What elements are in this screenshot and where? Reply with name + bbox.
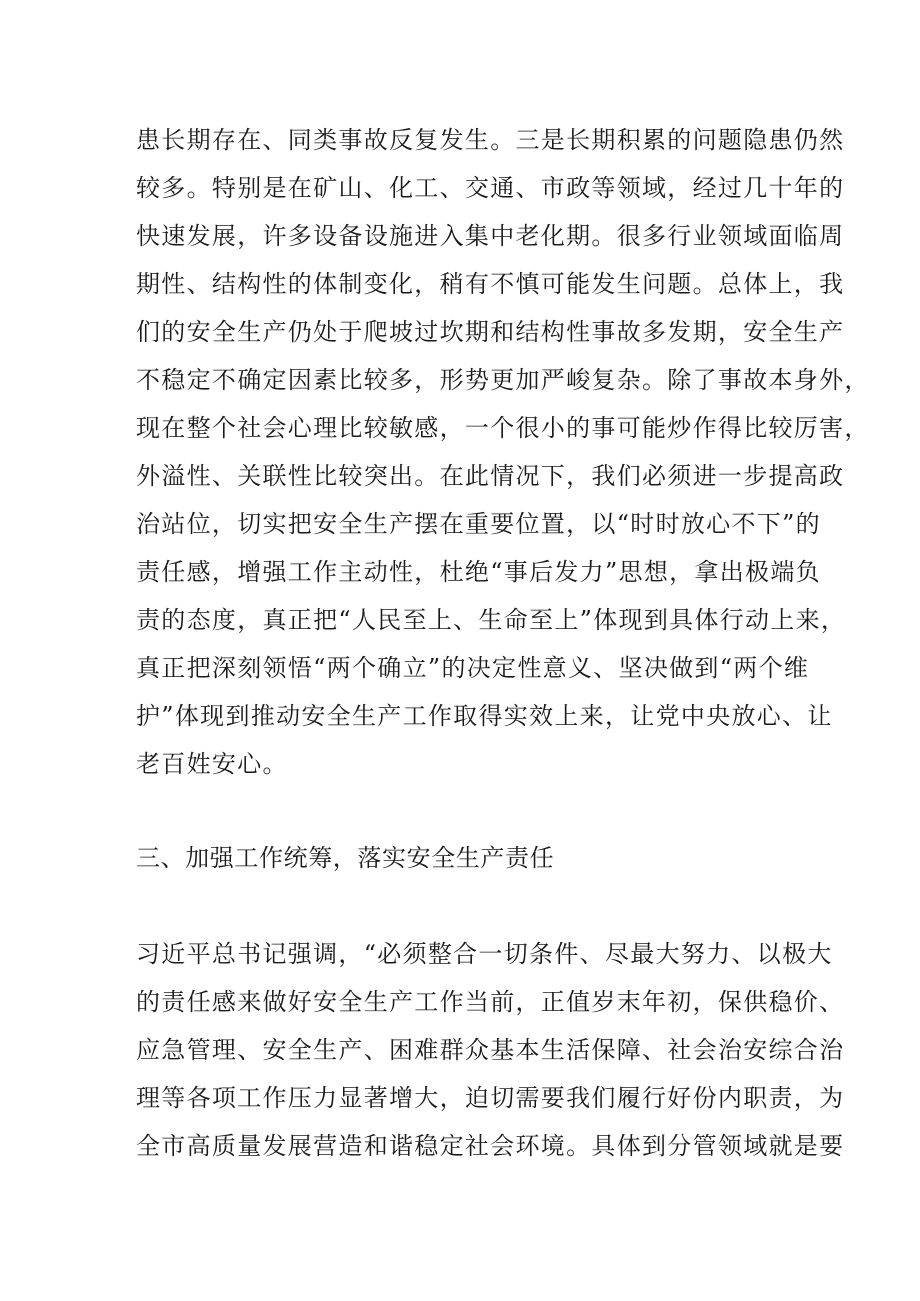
paragraph-2-line: 的责任感来做好安全生产工作当前，正值岁末年初，保供稳价、 (136, 988, 845, 1016)
paragraph-2-line: 理等各项工作压力显著增大，迫切需要我们履行好份内职责，为 (136, 1084, 845, 1112)
paragraph-2-line: 习近平总书记强调，“必须整合一切条件、尽最大努力、以极大 (136, 940, 833, 968)
paragraph-1-line: 治站位，切实把安全生产摆在重要位置，以“时时放心不下”的 (136, 510, 821, 538)
paragraph-1-line: 护”体现到推动安全生产工作取得实效上来，让党中央放心、让 (136, 702, 833, 730)
paragraph-1-line: 责的态度，真正把“人民至上、生命至上”体现到具体行动上来， (136, 606, 847, 634)
paragraph-1-line: 责任感，增强工作主动性，杜绝“事后发力”思想，拿出极端负 (136, 558, 821, 586)
paragraph-1-last-line: 老百姓安心。 (136, 750, 288, 778)
paragraph-1-line: 现在整个社会心理比较敏感，一个很小的事可能炒作得比较厉害， (136, 414, 870, 442)
paragraph-1-line: 真正把深刻领悟“两个确立”的决定性意义、坚决做到“两个维 (136, 654, 810, 682)
paragraph-1-line: 外溢性、关联性比较突出。在此情况下，我们必须进一步提高政 (136, 462, 845, 490)
paragraph-2-line: 全市高质量发展营造和谐稳定社会环境。具体到分管领域就是要 (136, 1132, 845, 1160)
paragraph-1-line: 患长期存在、同类事故反复发生。三是长期积累的问题隐患仍然 (136, 126, 845, 154)
paragraph-2-line: 应急管理、安全生产、困难群众基本生活保障、社会治安综合治 (136, 1036, 845, 1064)
paragraph-1-line: 期性、结构性的体制变化，稍有不慎可能发生问题。总体上，我 (136, 270, 845, 298)
paragraph-1-line: 不稳定不确定因素比较多，形势更加严峻复杂。除了事故本身外， (136, 366, 870, 394)
section-heading: 三、加强工作统筹，落实安全生产责任 (136, 844, 555, 872)
paragraph-1-line: 较多。特别是在矿山、化工、交通、市政等领域，经过几十年的 (136, 174, 845, 202)
paragraph-1-line: 快速发展，许多设备设施进入集中老化期。很多行业领域面临周 (136, 222, 845, 250)
paragraph-1-line: 们的安全生产仍处于爬坡过坎期和结构性事故多发期，安全生产 (136, 318, 845, 346)
